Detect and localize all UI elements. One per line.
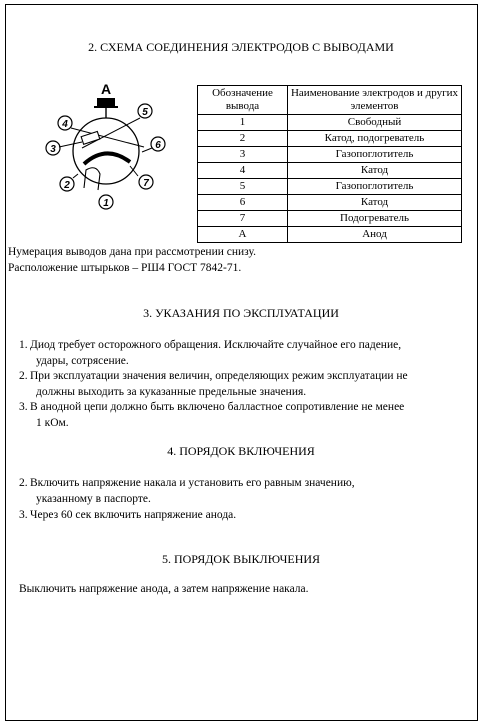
anode-cap (97, 98, 115, 107)
heater-filament (73, 168, 100, 190)
table-row: 7 Подогреватель (198, 211, 462, 227)
list-item: 2. При эксплуатации значения величин, определяющих режим эксплуатации не должны выходить за куказанные предельные значения. (19, 370, 408, 398)
section-4-title: 4. ПОРЯДОК ВКЛЮЧЕНИЯ (167, 444, 315, 458)
pin-diagram (38, 78, 180, 214)
resistor-symbol (81, 131, 100, 144)
pin-5-label: 5 (142, 107, 148, 118)
pin-3-label: 3 (50, 144, 56, 155)
section-5-title: 5. ПОРЯДОК ВЫКЛЮЧЕНИЯ (161, 552, 321, 566)
pin-1-label: 1 (103, 198, 109, 209)
table-row: 4 Катод (198, 163, 462, 179)
table-header-name: Наименование электродов и других элементов (288, 86, 462, 115)
table-row: 1 Свободный (198, 115, 462, 131)
table-row: 2 Катод, подогреватель (198, 131, 462, 147)
note-numbering: Нумерация выводов дана при рассмотрении снизу. (8, 246, 256, 258)
pin-2-label: 2 (64, 180, 70, 191)
section-3-title: 3. УКАЗАНИЯ ПО ЭКСПЛУАТАЦИИ (143, 306, 339, 320)
section-2-title: 2. СХЕМА СОЕДИНЕНИЯ ЭЛЕКТРОДОВ С ВЫВОДАМИ (88, 40, 394, 54)
table-row: 5 Газопоглотитель (198, 179, 462, 195)
list-item: 3. Через 60 сек включить напряжение анода. (19, 509, 237, 521)
table-row: 6 Катод (198, 195, 462, 211)
table-row: А Анод (198, 227, 462, 243)
table-row: 3 Газопоглотитель (198, 147, 462, 163)
cathode-arc (84, 153, 130, 164)
list-item: 2. Включить напряжение накала и установить его равным значению, указанному в паспорте. (19, 477, 355, 505)
table-header-pin: Обозначение вывода (198, 86, 288, 115)
switch-off-text: Выключить напряжение анода, а затем напряжение накала. (19, 583, 309, 595)
tube-envelope (73, 118, 139, 184)
pin-7-label: 7 (143, 178, 149, 189)
pin-6-label: 6 (155, 140, 161, 151)
list-item: 1. Диод требует осторожного обращения. Исключайте случайное его падение, удары, сотрясение. (19, 339, 402, 367)
note-pin-layout: Расположение штырьков – РШ4 ГОСТ 7842-71. (8, 262, 242, 274)
anode-label: А (100, 81, 112, 97)
list-item: 3. В анодной цепи должно быть включено балластное сопротивление не менее 1 кОм. (19, 401, 405, 429)
pin-table (197, 85, 462, 243)
pin-4-label: 4 (62, 119, 68, 130)
